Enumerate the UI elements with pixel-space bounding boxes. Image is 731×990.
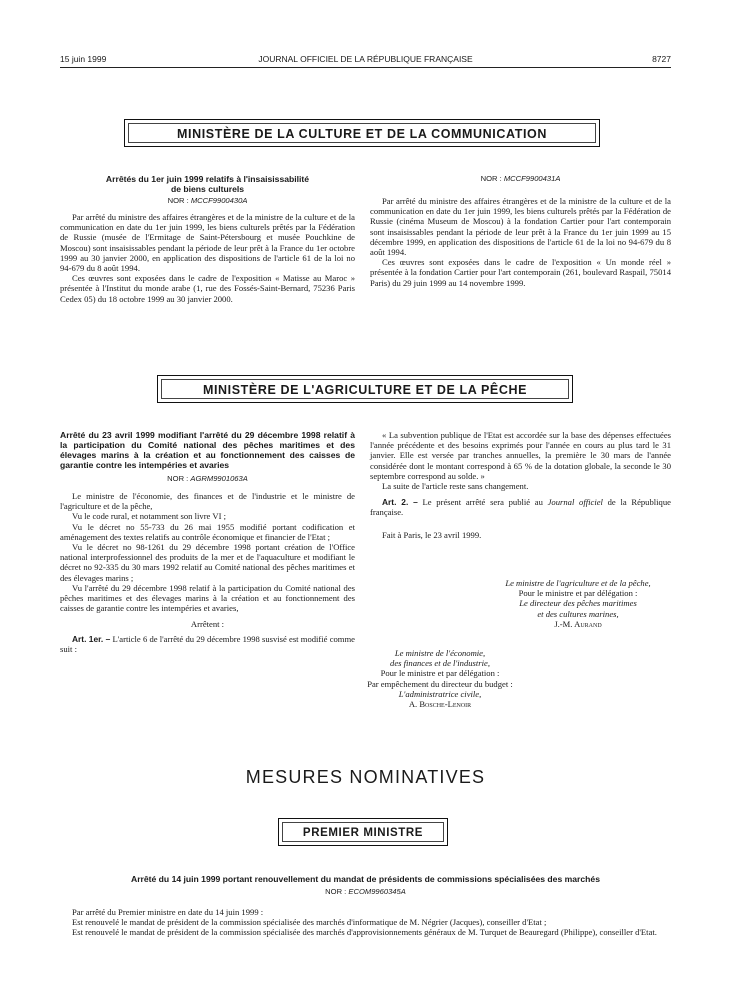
header-rule <box>60 67 671 68</box>
culture-left-column <box>60 174 355 304</box>
agriculture-right-text <box>370 430 671 540</box>
ministry-agriculture-title: MINISTÈRE DE L'AGRICULTURE ET DE LA PÊCHE <box>202 383 528 397</box>
signature-name: A. Bosche-Lenoir <box>408 699 472 710</box>
paragraph: La suite de l'article reste sans changement. <box>382 481 529 492</box>
ministry-premier-title: PREMIER MINISTRE <box>302 827 424 839</box>
agriculture-left-column <box>60 430 355 654</box>
culture-left-nor <box>60 196 355 205</box>
article-1 <box>60 634 355 654</box>
article-2-label: Art. 2. – <box>382 497 418 508</box>
agriculture-left-nor <box>60 474 355 483</box>
header-date: 15 juin 1999 <box>60 54 107 64</box>
culture-right-nor <box>370 174 671 183</box>
nor-code: ECOM9960345A <box>348 887 406 896</box>
signature-line: Pour le ministre et par délégation : <box>518 588 638 599</box>
paragraph: Vu le code rural, et notamment son livre VI ; <box>72 511 226 522</box>
paragraph: Vu l'arrêté du 29 décembre 1998 relatif à la participation du Comité national des pêches maritimes et des élevages marins à la création et au fonctionnement des caisses de garantie contre les intempéries et avaries, <box>60 582 355 614</box>
agriculture-left-title: Arrêté du 23 avril 1999 modifiant l'arrêté du 29 décembre 1998 relatif à la participation du Comité national des pêches maritimes et des élevages marins à la création et au fonctionnement des caisses de garantie contre les intempéries et avaries <box>60 430 355 470</box>
article-1-label: Art. 1er. – <box>72 633 111 644</box>
paragraph: Est renouvelé le mandat de président de la commission spécialisée des marchés d'approvisionnements généraux de M. Turquet de Beauregard (Philippe), conseiller d'Etat. <box>72 927 657 938</box>
header-page-number: 8727 <box>652 54 671 64</box>
mesures-nominatives-heading: MESURES NOMINATIVES <box>245 767 486 787</box>
paragraph: Par arrêté du Premier ministre en date du 14 juin 1999 : <box>72 907 264 917</box>
ministry-premier-box <box>278 818 448 846</box>
article-2-text-c: de la République française. <box>370 497 671 518</box>
paragraph: Le ministre de l'économie, des finances et de l'industrie et le ministre de l'agriculture et de la pêche, <box>60 491 355 512</box>
header-journal: JOURNAL OFFICIEL DE LA RÉPUBLIQUE FRANÇAISE <box>258 54 473 64</box>
fait-a-paris: Fait à Paris, le 23 avril 1999. <box>382 529 482 540</box>
nor-label: NOR : <box>480 174 502 183</box>
paragraph: Par arrêté du ministre des affaires étrangères et de la ministre de la culture et de la communication en date du 1er juin 1999, les biens culturels prêtés par la Fédération de Russie (cinéma Museum de Moscou) à la fondation Cartier pour l'art contemporain sont insaisissables pendant la période de leur prêt à la France du 1er juin 1999 au 15 décembre 1999, en application des dispositions de l'article 61 de la loi no 94-679 du 8 août 1994. <box>370 196 671 258</box>
signature-line: Le directeur des pêches maritimes <box>519 598 637 609</box>
signature-line: L'administratrice civile, <box>398 688 482 699</box>
signature-line: Pour le ministre et par délégation : <box>380 668 500 679</box>
culture-left-title-line2: de biens culturels <box>170 184 245 194</box>
paragraph: Vu le décret no 55-733 du 26 mai 1955 modifié portant codification et aménagement des textes relatifs au contrôle économique et financier de l'Etat ; <box>60 521 355 542</box>
signature-line: Par empêchement du directeur du budget : <box>367 678 513 689</box>
nor-label: NOR : <box>167 196 189 205</box>
article-2-text-a: Le présent arrêté sera publié au <box>422 497 543 508</box>
ministry-culture-box <box>124 119 600 147</box>
signature-agriculture <box>488 578 668 629</box>
nor-code: MCCF9900431A <box>503 174 561 183</box>
nominatives-title: Arrêté du 14 juin 1999 portant renouvellement du mandat de présidents de commissions spécialisées des marchés <box>130 874 600 884</box>
ministry-agriculture-box <box>157 375 573 403</box>
culture-right-column <box>370 174 671 288</box>
article-2-journal: Journal officiel <box>547 497 603 508</box>
paragraph: Ces œuvres sont exposées dans le cadre de l'exposition « Un monde réel » présentée à la fondation Cartier pour l'art contemporain (261, boulevard Raspail, 75014 Paris) du 29 juin 1999 au 14 novembre 1999. <box>370 257 671 288</box>
signature-line: des finances et de l'industrie, <box>390 658 490 669</box>
agriculture-right-column <box>367 430 671 710</box>
article-2 <box>370 497 671 517</box>
arretent: Arrêtent : <box>190 619 225 630</box>
signature-line: Le ministre de l'agriculture et de la pêche, <box>505 578 651 588</box>
paragraph: Ces œuvres sont exposées dans le cadre de l'exposition « Matisse au Maroc » présentée à l'Institut du monde arabe (1, rue des Fossés-Saint-Bernard, 75236 Paris Cedex 05) du 18 octobre 1999 au 30 janvier 2000. <box>60 273 355 304</box>
agriculture-left-text <box>60 491 355 654</box>
paragraph: « La subvention publique de l'Etat est accordée sur la base des dépenses effectuées l'année précédente et des besoins exprimés pour l'année en cours au plus tard le 31 janvier. Elle est versée par tranches annuelles, la première le 30 mars de l'année considérée dont le montant correspond à 65 % de la dotation globale, la seconde le 30 septembre correspond au solde. » <box>370 430 671 481</box>
paragraph: Est renouvelé le mandat de président de la commission spécialisée des marchés d'informatique de M. Négrier (Jacques), conseiller d'Etat ; <box>72 917 547 928</box>
signature-line: et des cultures marines, <box>537 608 619 619</box>
nor-label: NOR : <box>167 474 189 483</box>
signature-name: J.-M. Aurand <box>554 618 602 629</box>
nominatives-text <box>60 907 671 938</box>
signature-economie <box>345 648 535 709</box>
paragraph: Par arrêté du ministre des affaires étrangères et de la ministre de la culture et de la communication en date du 1er juin 1999, les biens culturels prêtés par la Fédération de Russie (musée de l'Ermitage de Saint-Pétersbourg et musée Pouchkine de Moscou) sont insaisissables pendant la période de leur prêt à la France du 1er octobre 1999 au 30 janvier 2000, en application des dispositions de l'article 61 de la loi no 94-679 du 8 août 1994. <box>60 212 355 274</box>
culture-left-title-line1: Arrêtés du 1er juin 1999 relatifs à l'insaisissabilité <box>105 174 310 184</box>
culture-left-text <box>60 212 355 304</box>
ministry-culture-title: MINISTÈRE DE LA CULTURE ET DE LA COMMUNICATION <box>177 127 547 141</box>
nor-label: NOR : <box>325 887 347 896</box>
culture-right-text <box>370 196 671 288</box>
article-1-text: L'article 6 de l'arrêté du 29 décembre 1998 susvisé est modifié comme suit : <box>60 633 355 654</box>
paragraph: Vu le décret no 98-1261 du 29 décembre 1998 portant création de l'Office national interprofessionnel des produits de la mer et de l'aquaculture et modifiant le décret no 92-335 du 30 mars 1992 relatif au Comité national des pêches maritimes et des élevages marins ; <box>60 542 355 583</box>
nominatives-nor <box>60 887 671 896</box>
nor-code: AGRM9901063A <box>190 474 248 483</box>
signature-line: Le ministre de l'économie, <box>394 648 486 658</box>
nor-code: MCCF9900430A <box>190 196 248 205</box>
